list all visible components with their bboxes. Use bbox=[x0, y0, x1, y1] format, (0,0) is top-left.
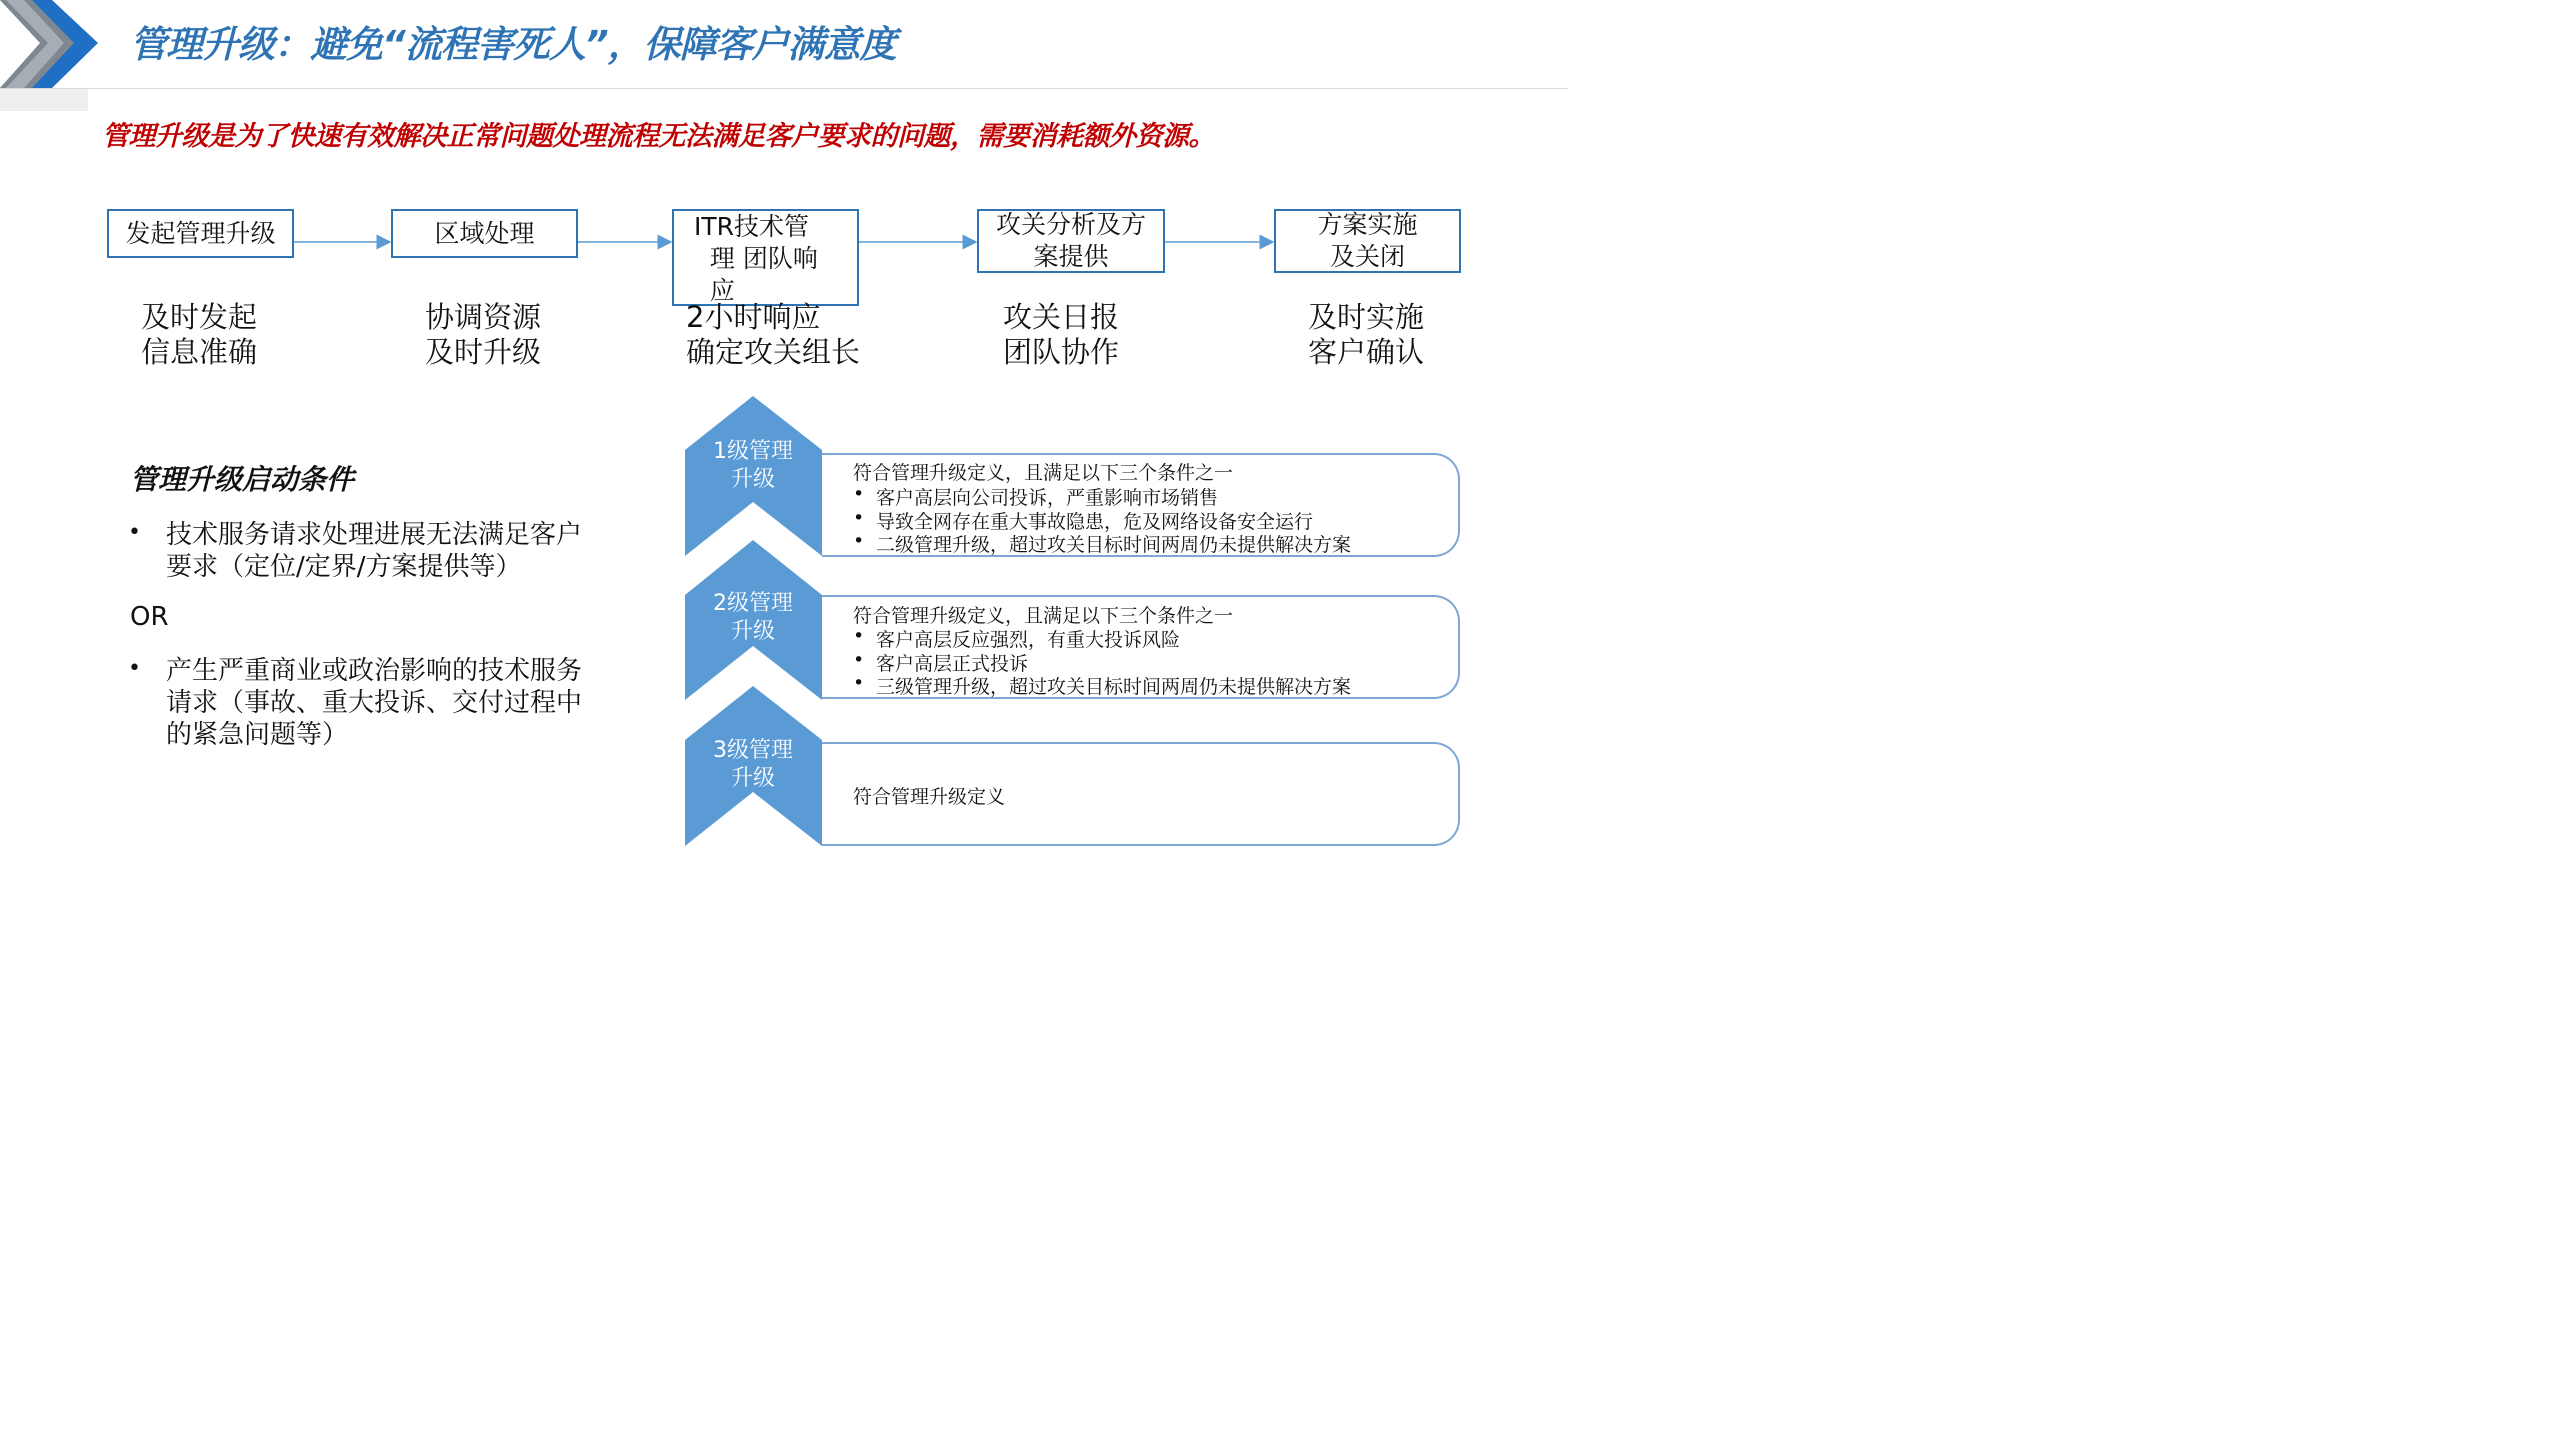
bullet-icon: • bbox=[853, 507, 865, 529]
page-subtitle: 管理升级是为了快速有效解决正常问题处理流程无法满足客户要求的问题，需要消耗额外资源。 bbox=[102, 121, 1215, 152]
bullet-icon: • bbox=[853, 672, 865, 694]
level-criterion: 三级管理升级，超过攻关目标时间两周仍未提供解决方案 bbox=[876, 676, 1352, 698]
level-criterion: 客户高层反应强烈，有重大投诉风险 bbox=[876, 629, 1181, 651]
bullet-icon: • bbox=[853, 530, 865, 552]
process-step-label: 区域处理 bbox=[434, 218, 535, 248]
condition-item: 产生严重商业或政治影响的技术服务 请求（事故、重大投诉、交付过程中 的紧急问题等） bbox=[166, 656, 583, 750]
process-step-note: 2小时响应 确定攻关组长 bbox=[686, 300, 861, 369]
condition-item: 技术服务请求处理进展无法满足客户 要求（定位/定界/方案提供等） bbox=[166, 520, 583, 582]
bullet-icon: • bbox=[853, 649, 865, 671]
process-step-label: 发起管理升级 bbox=[125, 218, 276, 248]
process-step-note: 及时发起 信息准确 bbox=[141, 300, 258, 369]
level-criterion: 客户高层向公司投诉，严重影响市场销售 bbox=[876, 487, 1219, 509]
process-step-initiate bbox=[107, 209, 294, 258]
process-step-analysis bbox=[977, 209, 1165, 273]
level-heading: 符合管理升级定义，且满足以下三个条件之一 bbox=[853, 605, 1234, 627]
process-step-note: 协调资源 及时升级 bbox=[425, 300, 542, 369]
level-criterion: 客户高层正式投诉 bbox=[876, 653, 1029, 675]
bullet-icon: • bbox=[128, 656, 141, 681]
level-heading: 符合管理升级定义 bbox=[853, 786, 1006, 808]
process-step-note: 攻关日报 团队协作 bbox=[1003, 300, 1120, 369]
process-step-itr-team bbox=[672, 209, 859, 306]
level-label: 3级管理 升级 bbox=[713, 738, 793, 791]
level-label: 2级管理 升级 bbox=[713, 591, 793, 644]
level-label: 1级管理 升级 bbox=[713, 439, 793, 492]
level-heading: 符合管理升级定义，且满足以下三个条件之一 bbox=[853, 462, 1234, 484]
process-step-label: 方案实施 及关闭 bbox=[1317, 210, 1418, 271]
process-step-label: ITR技术管 理 团队响 应 bbox=[694, 212, 818, 305]
level-criterion: 导致全网存在重大事故隐患，危及网络设备安全运行 bbox=[876, 511, 1314, 533]
bullet-icon: • bbox=[128, 520, 141, 545]
bullet-icon: • bbox=[853, 483, 865, 505]
process-step-regional bbox=[391, 209, 578, 258]
page-title: 管理升级：避免“流程害死人”，保障客户满意度 bbox=[130, 23, 896, 66]
conditions-title: 管理升级启动条件 bbox=[130, 463, 355, 496]
bullet-icon: • bbox=[853, 625, 865, 647]
level-criterion: 二级管理升级，超过攻关目标时间两周仍未提供解决方案 bbox=[876, 534, 1352, 556]
conditions-or: OR bbox=[130, 602, 169, 632]
process-step-label: 攻关分析及方 案提供 bbox=[995, 210, 1146, 271]
process-step-closure bbox=[1274, 209, 1461, 273]
process-step-note: 及时实施 客户确认 bbox=[1308, 300, 1425, 369]
